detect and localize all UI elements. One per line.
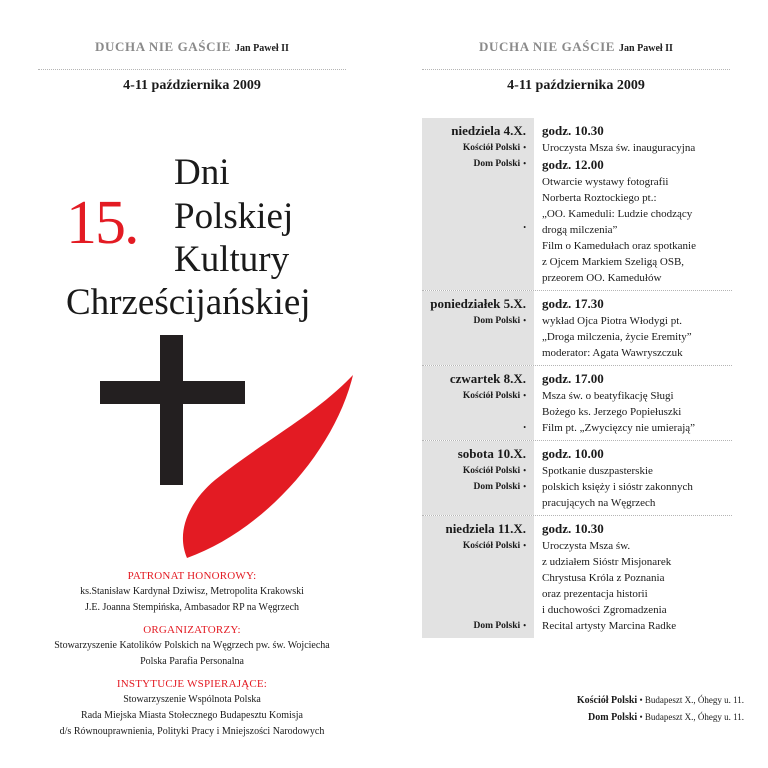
event-time: godz. 10.30 [542, 123, 604, 138]
schedule [422, 118, 732, 638]
day-label: poniedziałek 5.X. [430, 296, 526, 311]
motto-text: DUCHA NIE GAŚCIE [479, 39, 616, 54]
event-text: Film o Kamedułach oraz spotkanie [542, 240, 696, 252]
event-text: przeorem OO. Kamedułów [542, 272, 662, 284]
venue-label: Dom Polski • [473, 482, 526, 492]
supporters-section [0, 676, 384, 740]
patronat-heading: PATRONAT HONOROWY: [127, 570, 257, 582]
right-panel [384, 0, 768, 768]
event-text: oraz prezentacja historii [542, 588, 648, 600]
schedule-day [422, 291, 732, 366]
divider [422, 69, 730, 70]
organizers-section [0, 622, 384, 670]
schedule-day [422, 118, 732, 291]
venue-label: Kościół Polski • [462, 143, 526, 153]
event-text: „OO. Kameduli: Ludzie chodzący [542, 208, 693, 220]
event-text: Recital artysty Marcina Radke [542, 620, 677, 632]
day-events [534, 516, 732, 638]
schedule-day [422, 441, 732, 516]
address-line: Kościół Polski • Budapeszt X., Óhegy u. 11. [576, 695, 744, 706]
venue-addresses [494, 692, 744, 726]
event-text: moderator: Agata Wawryszczuk [542, 347, 683, 359]
day-label: niedziela 11.X. [445, 521, 526, 536]
organizers-heading: ORGANIZATORZY: [143, 624, 241, 636]
edition-number: 15. [66, 189, 138, 257]
day-sidebar [422, 291, 534, 365]
event-time: godz. 17.00 [542, 371, 604, 386]
event-dates: 4-11 października 2009 [123, 78, 261, 93]
organizers-line-2: Polska Parafia Personalna [140, 656, 244, 667]
day-events [534, 118, 732, 290]
motto-author: Jan Paweł II [235, 43, 289, 54]
event-text: z Ojcem Markiem Szeligą OSB, [542, 256, 685, 268]
venue-label: Dom Polski • [473, 316, 526, 326]
bullet-marker: • [523, 223, 526, 232]
event-text: pracujących na Węgrzech [542, 497, 656, 509]
venue-label: Dom Polski • [473, 159, 526, 169]
event-dates: 4-11 października 2009 [507, 78, 645, 93]
event-time: godz. 10.30 [542, 521, 604, 536]
event-text: Chrystusa Króla z Poznania [542, 572, 665, 584]
motto-author: Jan Paweł II [619, 43, 673, 54]
supporters-line-1: Stowarzyszenie Wspólnota Polska [123, 694, 261, 705]
motto-text: DUCHA NIE GAŚCIE [95, 39, 232, 54]
event-text: „Droga milczenia, życie Eremity” [542, 331, 692, 343]
title-line-2: Polskiej [174, 196, 294, 237]
venue-label: Kościół Polski • [462, 391, 526, 401]
event-text: wykład Ojca Piotra Włodygi pt. [542, 315, 683, 327]
day-sidebar [422, 516, 534, 638]
event-text: Film pt. „Zwycięzcy nie umierają” [542, 422, 696, 434]
cross-vertical [160, 335, 183, 485]
supporters-line-2: Rada Miejska Miasta Stołecznego Budapesztu Komisja [81, 710, 303, 721]
event-time: godz. 12.00 [542, 157, 604, 172]
title-line-4: Chrześcijańskiej [66, 282, 311, 323]
cross-horizontal [100, 381, 245, 404]
organizers-line-1: Stowarzyszenie Katolików Polskich na Węgrzech pw. św. Wojciecha [54, 640, 330, 651]
venue-label: Dom Polski • [473, 621, 526, 631]
supporters-line-3: d/s Równouprawnienia, Polityki Pracy i Mniejszości Narodowych [59, 726, 325, 737]
title-line-1: Dni [174, 152, 230, 193]
event-text: Uroczysta Msza św. [542, 540, 631, 552]
day-events [534, 366, 732, 440]
event-text: i duchowości Zgromadzenia [542, 604, 667, 616]
motto [0, 38, 384, 56]
event-text: polskich księży i sióstr zakonnych [542, 481, 693, 493]
day-sidebar [422, 441, 534, 515]
event-text: Bożego ks. Jerzego Popiełuszki [542, 406, 682, 418]
day-events [534, 441, 732, 515]
address-line: Dom Polski • Budapeszt X., Óhegy u. 11. [588, 712, 744, 723]
venue-label: Kościół Polski • [462, 466, 526, 476]
patronat-line-1: ks.Stanisław Kardynał Dziwisz, Metropolita Krakowski [80, 586, 304, 597]
day-label: sobota 10.X. [457, 446, 526, 461]
event-text: Msza św. o beatyfikację Sługi [542, 390, 674, 402]
divider [38, 69, 346, 70]
schedule-day [422, 366, 732, 441]
event-text: drogą milczenia” [542, 224, 618, 236]
day-events [534, 291, 732, 365]
supporters-heading: INSTYTUCJE WSPIERAJĄCE: [116, 678, 268, 690]
patronat-line-2: J.E. Joanna Stempińska, Ambasador RP na Węgrzech [84, 602, 300, 613]
day-label: niedziela 4.X. [451, 123, 526, 138]
cross-logo [95, 330, 365, 560]
event-text: Spotkanie duszpasterskie [542, 465, 653, 477]
event-text: Norberta Roztockiego pt.: [542, 192, 657, 204]
event-text: Uroczysta Msza św. inauguracyjna [542, 142, 696, 154]
event-time: godz. 10.00 [542, 446, 604, 461]
bullet-marker: • [523, 423, 526, 432]
event-text: Otwarcie wystawy fotografii [542, 176, 669, 188]
schedule-day [422, 516, 732, 638]
title-line-3: Kultury [174, 239, 290, 280]
day-label: czwartek 8.X. [449, 371, 526, 386]
venue-label: Kościół Polski • [462, 541, 526, 551]
motto [384, 38, 768, 56]
day-sidebar [422, 118, 534, 290]
day-sidebar [422, 366, 534, 440]
patronat-section [0, 568, 384, 616]
event-text: z udziałem Sióstr Misjonarek [542, 556, 672, 568]
event-time: godz. 17.30 [542, 296, 604, 311]
